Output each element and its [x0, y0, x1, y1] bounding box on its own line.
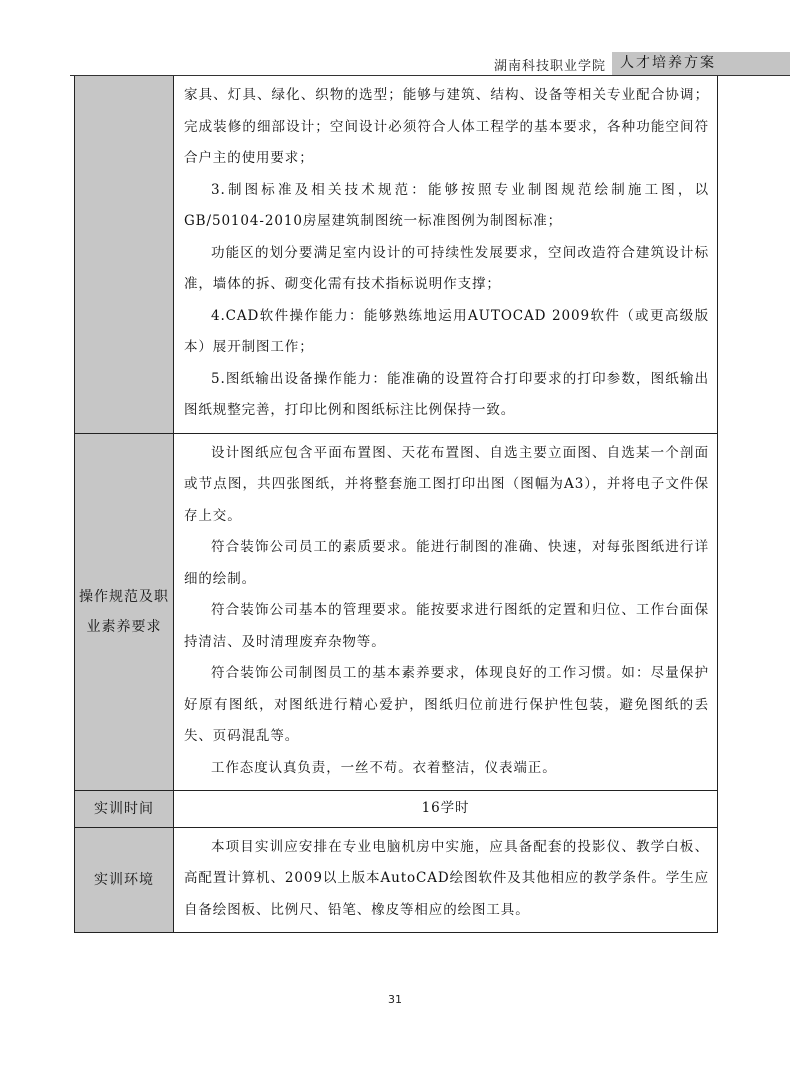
row-content-conduct [174, 434, 717, 791]
page-header [0, 52, 790, 76]
paragraph: 3.制图标准及相关技术规范：能够按照专业制图规范绘制施工图，以GB/50104-2010房屋建筑制图统一标准图例为制图标准； [184, 181, 709, 229]
row-label-skills [75, 76, 174, 433]
row-content-skills [174, 76, 717, 433]
paragraph: 功能区的划分要满足室内设计的可持续性发展要求，空间改造符合建筑设计标准，墙体的拆、砌变化需有技术指标说明作支撑； [184, 244, 709, 292]
table-row-skills [75, 76, 717, 433]
paragraph: 家具、灯具、绿化、织物的选型；能够与建筑、结构、设备等相关专业配合协调；完成装修的细部设计；空间设计必须符合人体工程学的基本要求，各种功能空间符合户主的使用要求； [184, 87, 709, 166]
paragraph: 符合装饰公司员工的素质要求。能进行制图的准确、快速，对每张图纸进行详细的绘制。 [184, 539, 709, 587]
paragraph: 符合装饰公司制图员工的基本素养要求，体现良好的工作习惯。如：尽量保护好原有图纸，对图纸进行精心爱护，图纸归位前进行保护性包装，避免图纸的丢失、页码混乱等。 [184, 665, 709, 744]
table-row-environment [75, 827, 717, 933]
row-label-conduct: 操作规范及职业素养要求 [75, 434, 174, 791]
row-content-hours: 16学时 [421, 800, 470, 816]
paragraph: 4.CAD软件操作能力：能够熟练地运用AUTOCAD 2009软件（或更高级版本）展开制图工作； [184, 307, 709, 355]
paragraph: 5.图纸输出设备操作能力：能准确的设置符合打印要求的打印参数，图纸输出图纸规整完善，打印比例和图纸标注比例保持一致。 [184, 370, 709, 418]
paragraph: 设计图纸应包含平面布置图、天花布置图、自选主要立面图、自选某一个剖面或节点图，共四张图纸，并将整套施工图打印出图（图幅为A3），并将电子文件保存上交。 [184, 444, 709, 524]
page-number: 31 [388, 993, 402, 1006]
row-label-hours: 实训时间 [75, 791, 174, 827]
row-label-environment: 实训环境 [75, 828, 174, 933]
paragraph: 本项目实训应安排在专业电脑机房中实施，应具备配套的投影仪、教学白板、高配置计算机、2009以上版本AutoCAD绘图软件及其他相应的教学条件。学生应自备绘图板、比例尺、铅笔、橡皮等相应的绘图工具。 [184, 838, 709, 918]
row-content-environment [174, 828, 717, 933]
table-row-conduct [75, 433, 717, 791]
paragraph: 符合装饰公司基本的管理要求。能按要求进行图纸的定置和归位、工作台面保持清洁、及时清理废弃杂物等。 [184, 602, 709, 650]
header-school-name: 湖南科技职业学院 [493, 59, 606, 74]
paragraph: 工作态度认真负责，一丝不苟。衣着整洁，仪表端正。 [211, 759, 557, 776]
header-document-tag: 人才培养方案 [612, 52, 790, 75]
table-row-hours [75, 790, 717, 827]
training-table [74, 76, 718, 933]
